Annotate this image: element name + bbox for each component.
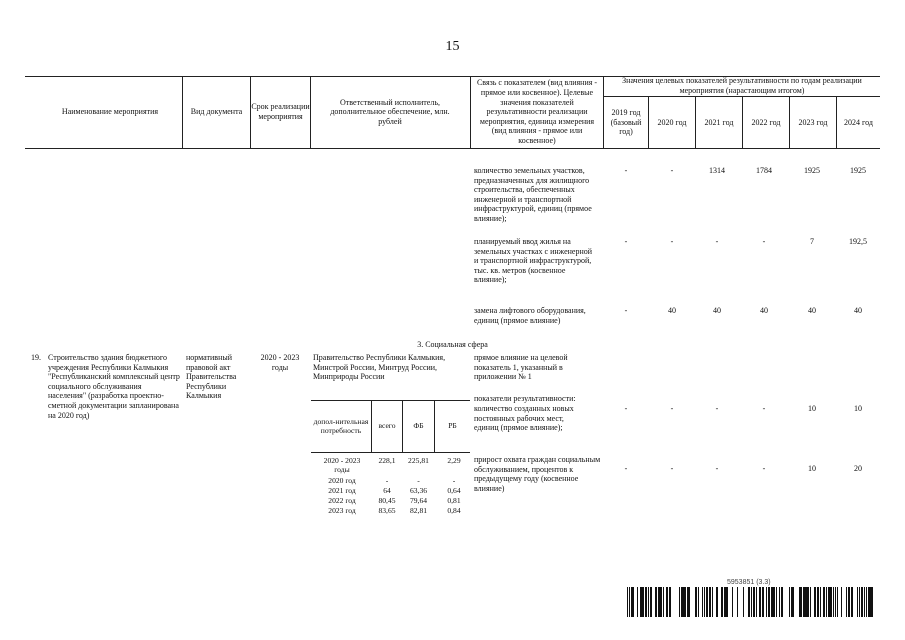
header-year: 2022 год — [751, 117, 781, 127]
header-year: 2021 год — [704, 117, 734, 127]
barcode-icon — [627, 587, 873, 617]
indicator-value: 40 — [668, 306, 676, 315]
funding-header: РБ — [448, 421, 457, 431]
indicator-value: 1925 — [804, 166, 820, 175]
indicator-value: 20 — [854, 464, 862, 473]
page-number: 15 — [445, 39, 460, 54]
indicator-value: 1784 — [756, 166, 772, 175]
item-link-text: прямое влияние на целевой показатель 1, указанный в приложении № 1 — [474, 353, 568, 382]
funding-cell: - — [385, 476, 389, 485]
funding-row-label: 2021 год — [328, 486, 356, 495]
funding-cell: 0,64 — [447, 486, 461, 495]
funding-table-header-bottom — [311, 452, 470, 453]
funding-cell: - — [417, 476, 420, 485]
header-term: Срок реализации мероприятия — [251, 102, 310, 121]
item-doc-type: нормативный правовой акт Правительства Республики Калмыкия — [186, 353, 237, 401]
header-year: 2023 год — [798, 117, 828, 127]
indicator-value: - — [715, 404, 719, 413]
indicator-value: - — [670, 166, 674, 175]
header-name: Наименование мероприятия — [61, 107, 159, 117]
section-title: 3. Социальная сфера — [417, 340, 488, 349]
indicator-value: 40 — [808, 306, 816, 315]
indicator-value: 40 — [854, 306, 862, 315]
barcode-label: 5953851 (3.3) — [727, 579, 771, 586]
funding-cell: 225,81 — [408, 456, 429, 465]
indicators-heading: показатели результативности: — [474, 394, 576, 403]
indicator-value: 40 — [713, 306, 721, 315]
indicator-value: 10 — [854, 404, 862, 413]
indicator-value: 7 — [810, 237, 814, 246]
header-year: 2020 год — [657, 117, 687, 127]
header-doc: Вид документа — [190, 107, 243, 117]
header-year: 2019 год (базовый год) — [610, 108, 642, 137]
funding-cell: 0,81 — [447, 496, 461, 505]
funding-row-label: 2023 год — [328, 506, 356, 515]
indicator-value: - — [624, 464, 628, 473]
header-values: Значения целевых показателей результативности по годам реализации мероприятия (нарастающим итогом) — [622, 76, 862, 95]
item-term: 2020 - 2023 годы — [260, 353, 300, 372]
table-header-bottom-border — [25, 148, 880, 149]
indicator-value: - — [670, 464, 674, 473]
indicator-text: количество созданных новых постоянных рабочих мест, единиц (прямое влияние); — [474, 404, 574, 433]
indicator-value: 192,5 — [849, 237, 867, 246]
indicator-value: 1925 — [850, 166, 866, 175]
item-name: Строительство здания бюджетного учреждения Республики Калмыкия "Республиканский комплексный центр социального обслуживания населения" (разработка проектно-сметной документации запланирована на 2020 год) — [48, 353, 180, 420]
funding-cell: 2,29 — [447, 456, 461, 465]
funding-cell: 0,84 — [447, 506, 461, 515]
indicator-value: 40 — [760, 306, 768, 315]
funding-cell: 80,45 — [378, 496, 396, 505]
funding-cell: 64 — [383, 486, 391, 495]
funding-row-label: 2020 - 2023 годы — [323, 456, 361, 475]
funding-cell: 228,1 — [378, 456, 396, 465]
indicator-value: 1314 — [709, 166, 725, 175]
funding-header: ФБ — [413, 421, 424, 431]
indicator-value: - — [624, 306, 628, 315]
indicator-value: 10 — [808, 464, 816, 473]
header-exec: Ответственный исполнитель, дополнительное обеспечение, млн. рублей — [330, 97, 450, 126]
funding-cell: 82,81 — [409, 506, 428, 515]
item-executors: Правительство Республики Калмыкия, Минстрой России, Минтруд России, Минприроды России — [313, 353, 446, 382]
funding-row-label: 2022 год — [328, 496, 356, 505]
indicator-value: - — [624, 166, 628, 175]
col-divider — [470, 76, 471, 148]
indicator-value: - — [762, 404, 766, 413]
indicator-value: - — [670, 237, 674, 246]
funding-row-label: 2020 год — [328, 476, 356, 485]
indicator-value: - — [624, 404, 628, 413]
indicator-value: 10 — [808, 404, 816, 413]
header-link: Связь с показателем (вид влияния - прямое или косвенное). Целевые значения показателей результативности реализации мероприятия, единица измерения (вид влияния - прямое или косвенное) — [476, 78, 598, 145]
indicator-value: - — [762, 237, 766, 246]
indicator-value: - — [762, 464, 766, 473]
funding-cell: 83,65 — [378, 506, 396, 515]
indicator-text: количество земельных участков, предназначенных для жилищного строительства, обеспеченных инженерной и транспортной инфраструктурой, единиц (прямое влияние); — [474, 166, 592, 223]
funding-cell: 79,64 — [409, 496, 428, 505]
item-number: 19. — [31, 353, 41, 362]
indicator-value: - — [670, 404, 674, 413]
indicator-value: - — [715, 237, 719, 246]
indicator-text: прирост охвата граждан социальным обслуживанием, процентов к предыдущему году (косвенное влияние) — [474, 455, 601, 493]
header-year: 2024 год — [844, 117, 873, 127]
funding-cell: 63,36 — [409, 486, 428, 495]
indicator-value: - — [715, 464, 719, 473]
funding-cell: - — [452, 476, 456, 485]
indicator-value: - — [624, 237, 628, 246]
indicator-text: замена лифтового оборудования, единиц (прямое влияние) — [474, 306, 586, 325]
funding-header: допол-нительная потребность — [313, 416, 369, 435]
funding-header: всего — [378, 421, 396, 431]
indicator-text: планируемый ввод жилья на земельных участках с инженерной и транспортной инфраструктурой, тыс. кв. метров (косвенное влияние); — [474, 237, 593, 285]
col-divider — [310, 76, 311, 148]
